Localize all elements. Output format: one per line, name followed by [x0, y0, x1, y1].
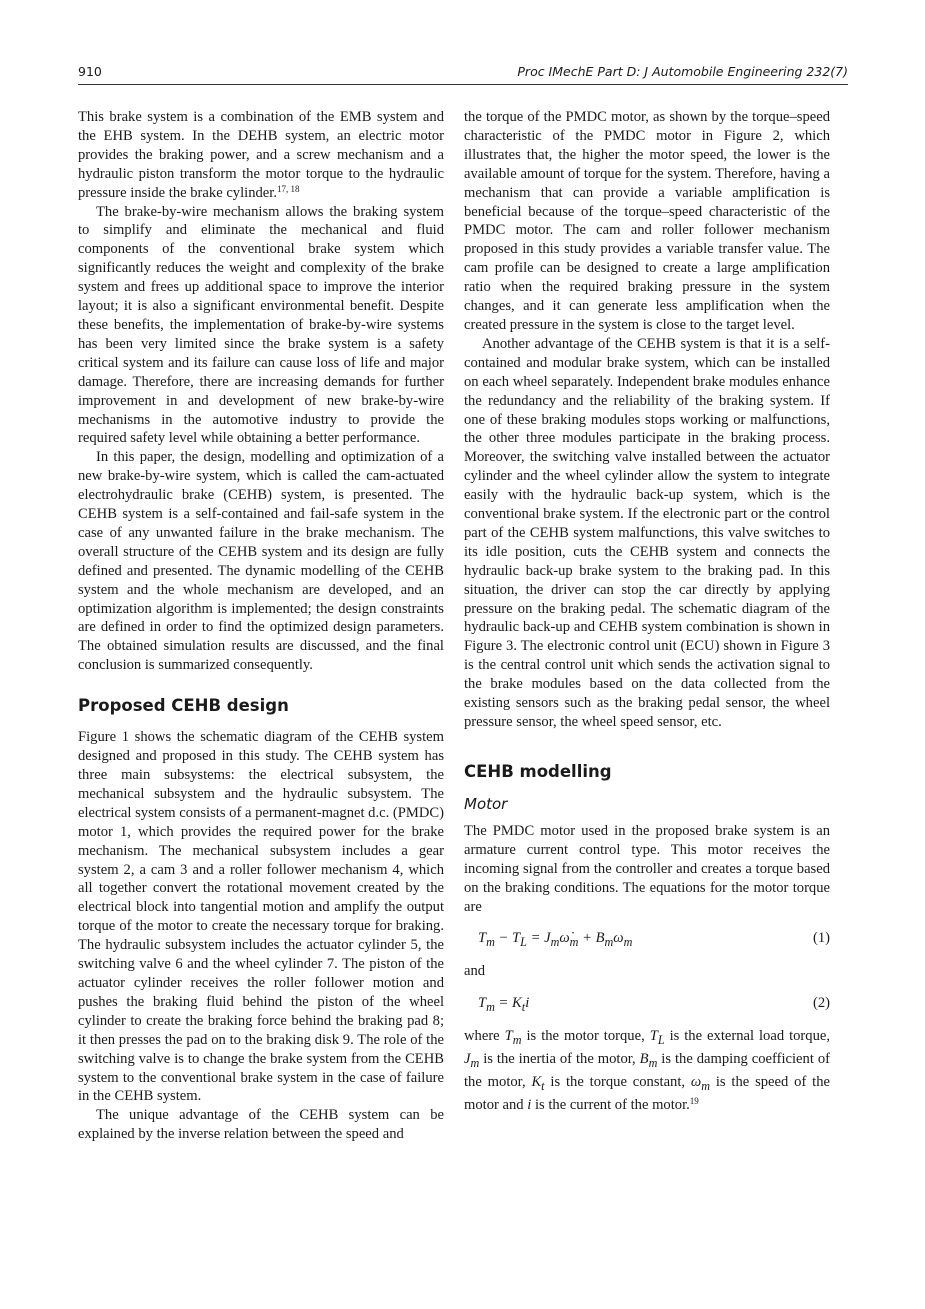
citation: 19: [689, 1095, 699, 1106]
citation: 17, 18: [276, 183, 300, 194]
equation-1-number: (1): [812, 930, 830, 947]
page-number: 910: [78, 64, 102, 79]
paragraph: The brake-by-wire mechanism allows the braking system to simplify and eliminate the mechanical and fluid components of the conventional brake system which significantly reduces the weight and complexity of the brake system and frees up additional space to improve the interior layout; it is also a significant environmental benefit. Despite these benefits, the implementation of brake-by-wire systems has been very limited since the brake system is a safety critical system and its failure can cause loss of life and major damage. Therefore, there are increasing demands for further improvement in and development of new brake-by-wire mechanisms in the automotive industry to provide the required safety level while obtaining a better performance.: [78, 203, 444, 447]
paragraph: The unique advantage of the CEHB system can be explained by the inverse relation between the speed and: [78, 1107, 444, 1143]
right-column: [464, 108, 830, 1115]
equation-2-number: (2): [812, 995, 830, 1012]
section-heading: Proposed CEHB design: [78, 696, 289, 716]
paragraph: where $T_m$ is the motor torque, $T_L$ is the external load torque, $J_m$ is the inertia of the motor, $B_m$ is the damping coefficient of the motor, $K_t$ is the torque constant, $\omega_m$ is the speed of the motor and i is the current of the motor.$^{19}$: [464, 1028, 831, 1113]
equation-2: [464, 994, 830, 1014]
subsection-heading: Motor: [464, 794, 508, 813]
equation-1-expression: $T_m - T_L$ = $J_m\omegȧ_m + B_m\omega_m$: [478, 930, 633, 950]
paragraph: The PMDC motor used in the proposed brake system is an armature current control type. This motor receives the incoming signal from the controller and creates a torque based on the braking conditions. The equations for the motor torque are: [464, 822, 830, 915]
paragraph: In this paper, the design, modelling and optimization of a new brake-by-wire system, which is called the cam-actuated electrohydraulic brake (CEHB) system, is presented. The CEHB system is a self-contained and fail-safe system in the case of any unwanted failure in the brake mechanism. The overall structure of the CEHB system and its design are fully defined and presented. The dynamic modelling of the CEHB system and the whole mechanism are developed, and an optimization algorithm is implemented; the design constraints are defined in order to find the optimized design parameters. The obtained simulation results are discussed, and the final conclusion is summarized consequently.: [78, 449, 444, 674]
paragraph: This brake system is a combination of the EMB system and the EHB system. In the DEHB system, an electric motor provides the braking power, and a screw mechanism and a hydraulic piston transform the motor torque to the hydraulic pressure inside the brake cylinder.$^{17, 18}$: [78, 109, 444, 201]
paragraph: the torque of the PMDC motor, as shown by the torque–speed characteristic of the PMDC motor in Figure 2, which illustrates that, the higher the motor speed, the lower is the available amount of torque for the system. Therefore, having a mechanism that can provide a variable amplification is beneficial because of the torque–speed characteristic of the PMDC motor. The cam and roller follower mechanism proposed in this study provides a variable transfer value. The cam profile can be designed to create a large amplification ratio when the required braking pressure in the system changes, and it can generate less amplification when the created pressure in the system is close to the target level.: [464, 109, 830, 333]
paragraph: Figure 1 shows the schematic diagram of the CEHB system designed and proposed in this study. The CEHB system has three main subsystems: the electrical subsystem, the mechanical subsystem and the hydraulic subsystem. The electrical system consists of a permanent-magnet d.c. (PMDC) motor 1, which provides the required power for the brake mechanism. The mechanical subsystem includes a gear system 2, a cam 3 and a roller follower mechanism 4, which all together convert the rotational movement created by the electrical block into tangential motion and amplify the output torque of the motor to create the necessary torque for braking. The hydraulic subsystem includes the actuator cylinder 5, the switching valve 6 and the wheel cylinder 7. The piston of the actuator cylinder receives the roller follower motion and pushes the braking fluid behind the piston of the wheel cylinder to create the braking force behind the braking pad 8; it then presses the pad on to the braking disk 9. The role of the switching valve is to change the brake system from the CEHB system to the conventional brake system in the case of failure in the CEHB system.: [78, 729, 444, 1105]
journal-title: Proc IMechE Part D: J Automobile Engineering 232(7): [517, 64, 848, 79]
paragraph: Another advantage of the CEHB system is that it is a self-contained and modular brake system, which can be installed on each wheel separately. Independent brake modules enhance the redundancy and the reliability of the braking system. If one of these braking modules stops working or malfunctions, the other three modules participate in the braking process. Moreover, the switching valve installed between the actuator cylinder and the wheel cylinder allow the system to integrate easily with the hydraulic back-up system, which is the conventional brake system. If the electronic part or the control part of the CEHB system malfunctions, this valve switches to its idle position, cuts the CEHB system and connects the hydraulic back-up brake system to the braking pad. In this situation, the driver can stop the car directly by applying pressure on the braking pedal. The schematic diagram of the hydraulic back-up and CEHB system combination is shown in Figure 3. The electronic control unit (ECU) shown in Figure 3 is the central control unit which sends the activation signal to the brake modules based on the data collected from the existing sensors such as the braking pedal sensor, the wheel pressure sensor, the wheel speed sensor, etc.: [464, 335, 830, 730]
section-heading: CEHB modelling: [464, 761, 612, 781]
running-header: [78, 62, 848, 85]
left-column: [78, 108, 444, 1144]
connector-text: and: [464, 963, 486, 980]
equation-2-expression: $T_m = K_ti$: [478, 995, 530, 1015]
equation-1: [464, 929, 830, 949]
